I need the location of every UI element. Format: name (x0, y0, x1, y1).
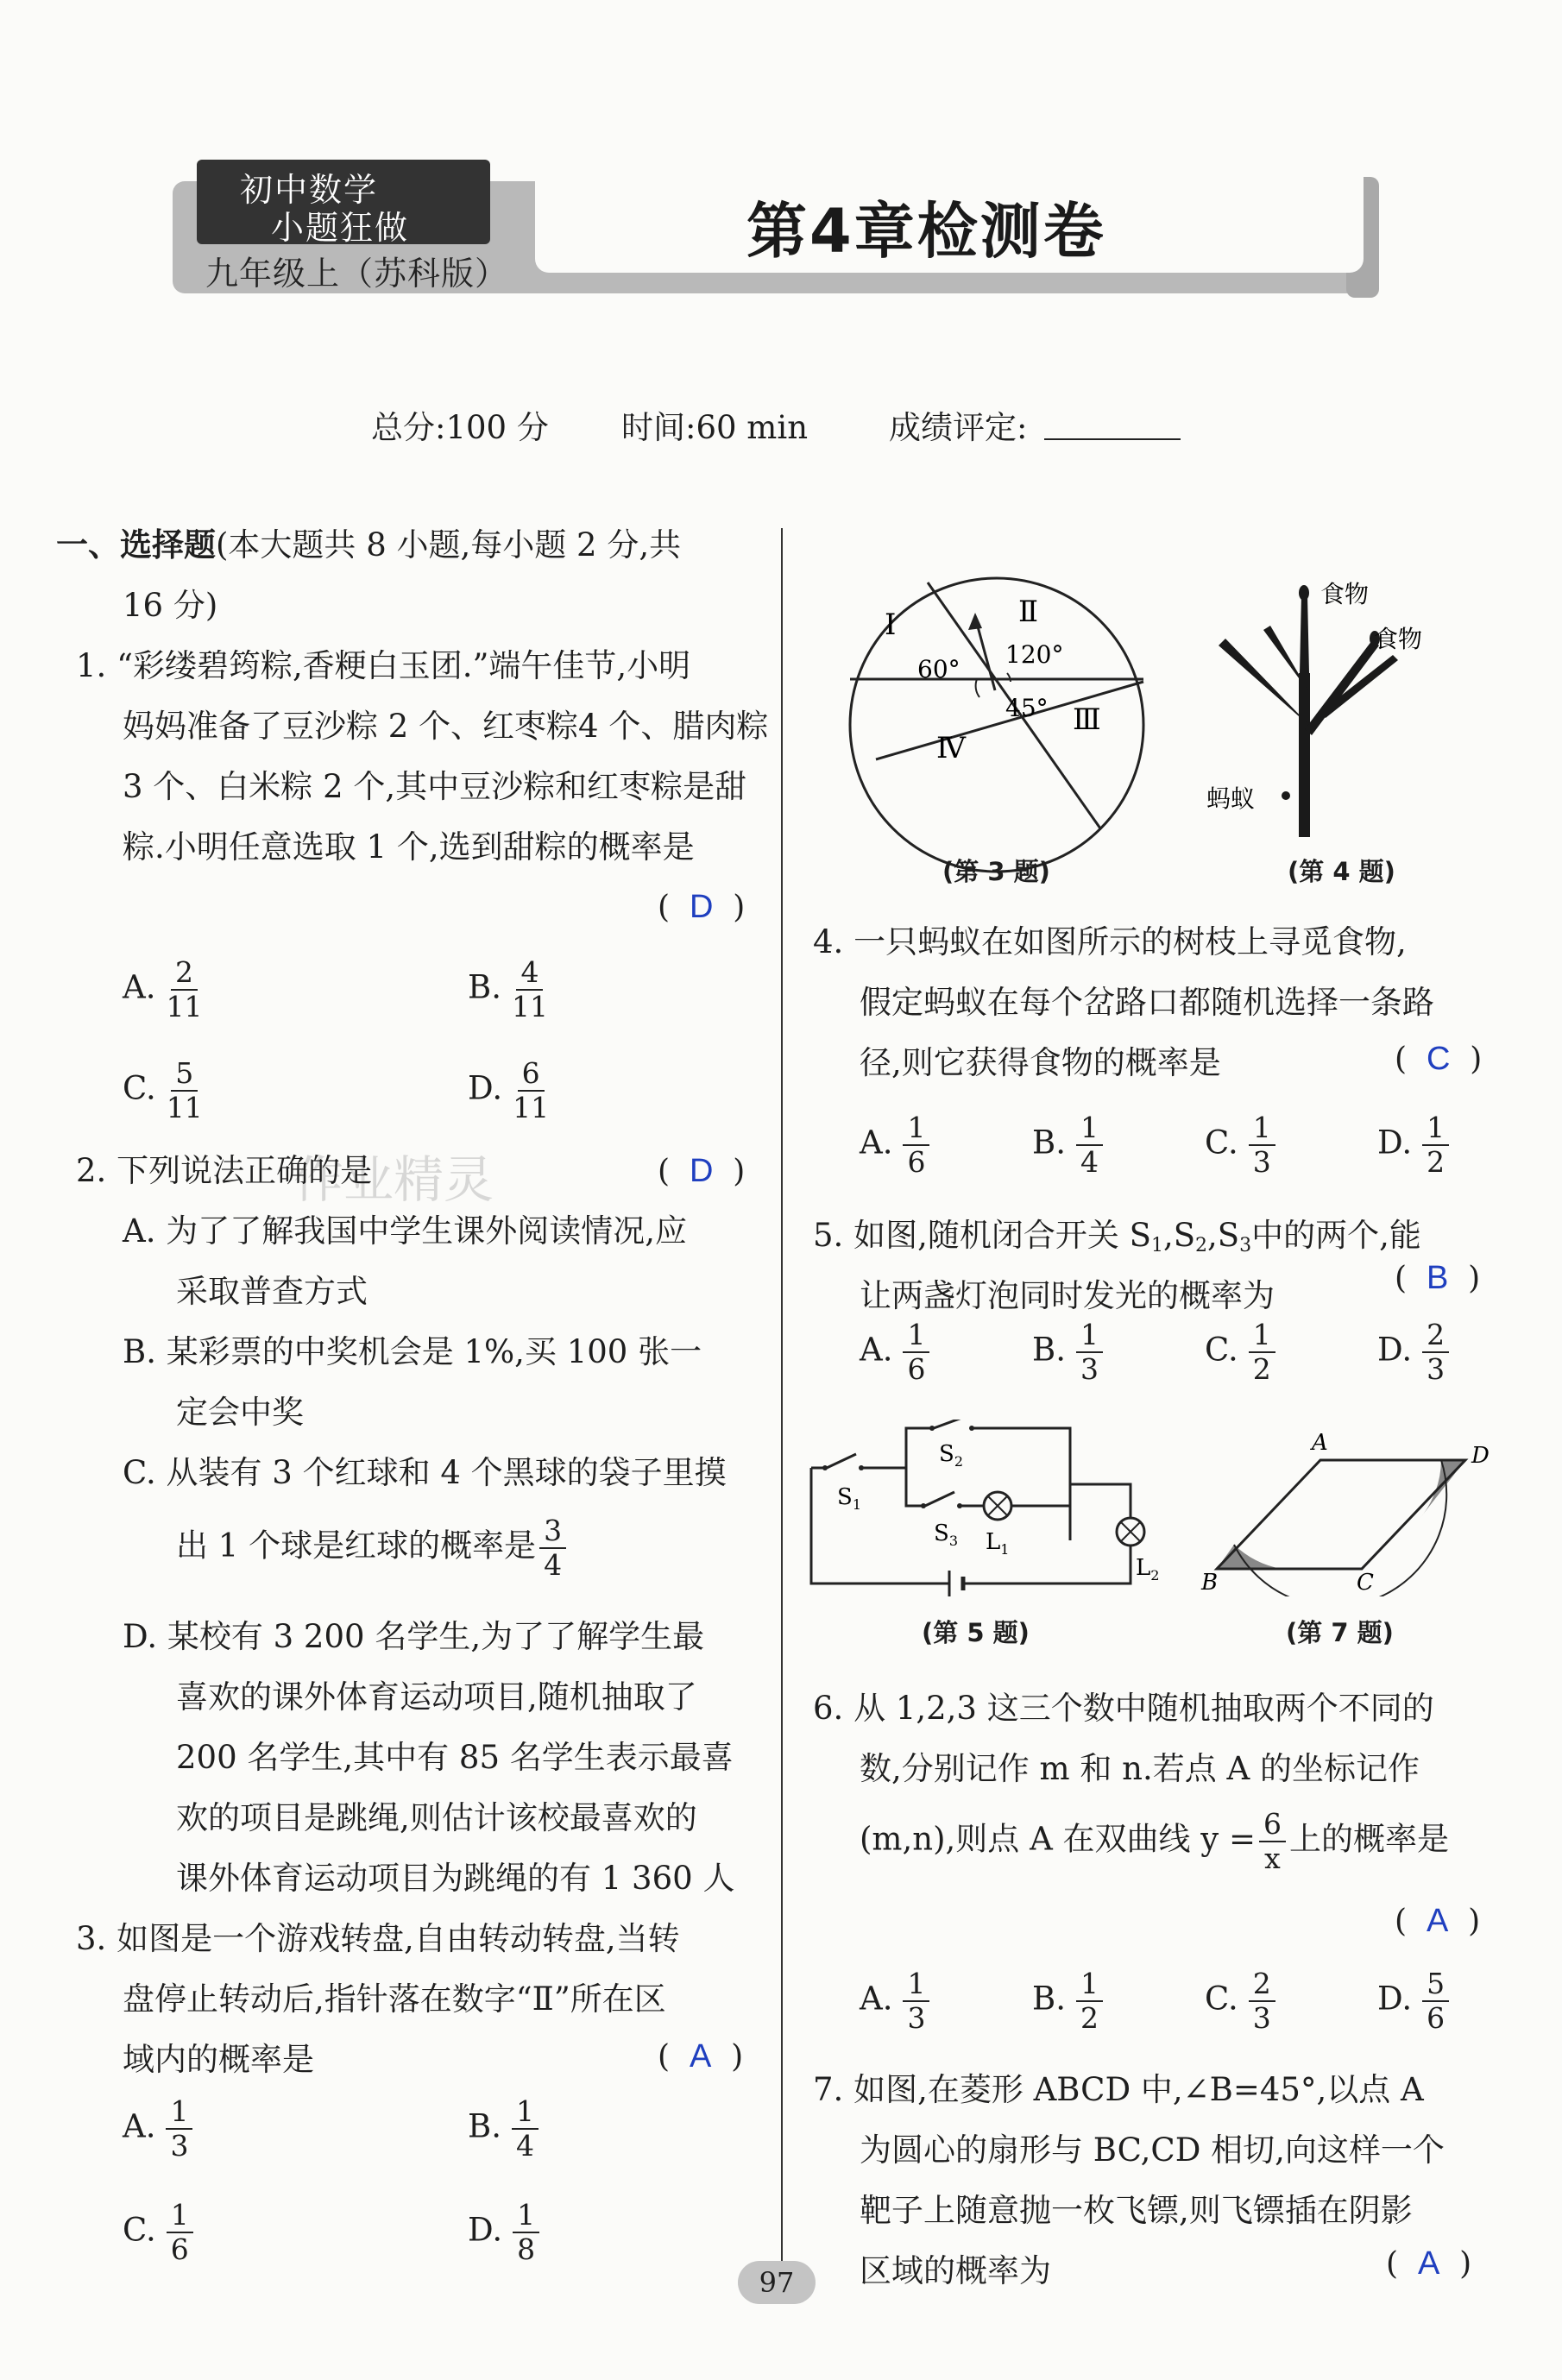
circuit-wire (811, 1468, 949, 1584)
answer-2: ( D ) (658, 1153, 746, 1189)
section-title: 一、选择题 (56, 526, 216, 564)
food-label: 食物 (1320, 580, 1370, 608)
answer-3: ( A ) (658, 2038, 744, 2075)
circuit-wire (906, 1428, 932, 1468)
circuit-wire (972, 1428, 1070, 1540)
switch-s2 (934, 1420, 967, 1428)
ant-label: 蚂蚁 (1206, 784, 1256, 813)
question-6-line2: 数,分别记作 m 和 n.若点 A 的坐标记作 (860, 1750, 1420, 1787)
question-6-line1: 6. 从 1,2,3 这三个数中随机抽取两个不同的 (813, 1690, 1434, 1727)
q1-option-c[interactable]: C. $\frac{5}{11}$ (123, 1056, 203, 1124)
spinner-figure (841, 570, 1152, 880)
switch-label: $S_1$ (837, 1484, 861, 1513)
page-number: 97 (738, 2261, 816, 2304)
brand-line2: 小题狂做 (271, 209, 410, 247)
region-label: Ⅲ (1073, 702, 1101, 737)
q2-option-a[interactable]: A. 为了了解我国中学生课外阅读情况,应 采取普查方式 (123, 1212, 688, 1310)
q4-option-d[interactable]: D. $\frac{1}{2}$ (1377, 1111, 1449, 1179)
answer-1-value: D (689, 889, 714, 925)
region-label: Ⅰ (885, 608, 897, 642)
angle-arc (976, 679, 979, 697)
question-5-line1: 5. 如图,随机闭合开关 $S_1,S_2,S_3$中的两个,能 (813, 1217, 1421, 1256)
answer-5: ( B ) (1395, 1260, 1481, 1296)
q2-option-c[interactable]: C. 从装有 3 个红球和 4 个黑球的袋子里摸 (123, 1454, 727, 1491)
page-title: 第4章检测卷 (746, 196, 1106, 267)
question-4: 4. 一只蚂蚁在如图所示的树枝上寻觅食物, 假定蚂蚁在每个岔路口都随机选择一条路 径,则它获得食物的概率是 (813, 923, 1434, 1081)
shaded-region (1217, 1545, 1282, 1569)
q3-option-d[interactable]: D. $\frac{1}{8}$ (468, 2199, 539, 2266)
answer-4-value: C (1426, 1041, 1451, 1077)
score-blank[interactable] (1044, 438, 1181, 440)
q6-option-a[interactable]: A. $\frac{1}{3}$ (860, 1968, 929, 2035)
section-note: (本大题共 8 小题,每小题 2 分,共 (216, 526, 682, 564)
lamp-label: $L_1$ (986, 1529, 1010, 1558)
question-5-line2: 让两盏灯泡同时发光的概率为 (860, 1277, 1275, 1314)
angle-label: 45° (1005, 694, 1049, 722)
rhombus-abcd (1217, 1460, 1465, 1569)
tree-trunk (1299, 673, 1310, 837)
q3-option-c[interactable]: C. $\frac{1}{6}$ (123, 2199, 193, 2266)
spinner-pointer-head (968, 613, 982, 630)
switch-s3 (925, 1492, 954, 1506)
figure-7-caption: (第 7 题) (1286, 1618, 1394, 1647)
tree-branch (1305, 640, 1379, 735)
answer-3-value: A (689, 2038, 712, 2075)
time-limit: 时间:60 min (621, 409, 809, 446)
question-1-line: 粽.小明任意选取 1 个,选到甜粽的概率是 (123, 828, 695, 866)
region-label: Ⅳ (936, 731, 966, 765)
q6-option-c[interactable]: C. $\frac{2}{3}$ (1205, 1968, 1275, 2035)
answer-5-value: B (1426, 1260, 1449, 1296)
column-divider (781, 528, 783, 2284)
q2-option-d[interactable]: D. 某校有 3 200 名学生,为了了解学生最 喜欢的课外体育运动项目,随机抽取了 200 名学生,其中有 85 名学生表示最喜 欢的项目是跳绳,则估计该校最喜欢的 课外体育运动项目为跳绳的有 1 360 人 (123, 1618, 735, 1897)
question-3: 3. 如图是一个游戏转盘,自由转动转盘,当转 盘停止转动后,指针落在数字“Ⅱ”所在区 域内的概率是 (76, 1920, 680, 2078)
switch-label: $S_3$ (934, 1521, 958, 1549)
score-label: 成绩评定: (889, 409, 1028, 446)
lamp-label: $L_2$ (1136, 1555, 1160, 1584)
answer-2-value: D (689, 1153, 714, 1189)
q6-option-b[interactable]: B. $\frac{1}{2}$ (1032, 1968, 1103, 2035)
answer-1: ( D ) (658, 889, 746, 925)
answer-4: ( C ) (1395, 1041, 1483, 1077)
q5-option-c[interactable]: C. $\frac{1}{2}$ (1205, 1319, 1275, 1386)
q2-option-b[interactable]: B. 某彩票的中奖机会是 1%,买 100 张一 定会中奖 (123, 1333, 702, 1431)
q5-option-a[interactable]: A. $\frac{1}{6}$ (860, 1319, 929, 1386)
answer-6: ( A ) (1395, 1903, 1481, 1939)
circuit-wire (906, 1468, 923, 1506)
question-1 (76, 636, 768, 878)
q5-option-d[interactable]: D. $\frac{2}{3}$ (1377, 1319, 1449, 1386)
question-1-line: 3 个、白米粽 2 个,其中豆沙粽和红枣粽是甜 (123, 768, 747, 805)
q6-option-d[interactable]: D. $\frac{5}{6}$ (1377, 1968, 1449, 2035)
question-6-line3: (m,n),则点 A 在双曲线 y = $\frac{6}{x}$ 上的概率是 (860, 1807, 1449, 1875)
tree-branch (1300, 595, 1309, 673)
q4-option-c[interactable]: C. $\frac{1}{3}$ (1205, 1111, 1275, 1179)
vertex-label: C (1357, 1570, 1374, 1596)
q5-option-b[interactable]: B. $\frac{1}{3}$ (1032, 1319, 1103, 1386)
answer-7: ( A ) (1386, 2245, 1472, 2282)
brand-box (197, 160, 490, 247)
rhombus-figure (1191, 1424, 1502, 1596)
brand-line1: 初中数学 (240, 171, 379, 209)
question-2-stem: 2. 下列说法正确的是 (76, 1152, 373, 1189)
tree-figure (1191, 570, 1502, 837)
q3-option-b[interactable]: B. $\frac{1}{4}$ (468, 2095, 539, 2163)
figure-3-caption: (第 3 题) (942, 857, 1050, 886)
section-heading (56, 515, 681, 576)
question-7: 7. 如图,在菱形 ABCD 中,∠B=45°,以点 A 为圆心的扇形与 BC,CD 相切,向这样一个 靶子上随意抛一枚飞镖,则飞镖插在阴影 区域的概率为 (813, 2071, 1445, 2289)
food-label: 食物 (1374, 625, 1423, 653)
angle-label: 120° (1005, 640, 1064, 669)
vertex-label: B (1201, 1570, 1219, 1596)
section-note-cont: 16 分) (123, 587, 218, 624)
region-label: Ⅱ (1018, 595, 1039, 629)
q1-option-a[interactable]: A. $\frac{2}{11}$ (123, 955, 203, 1023)
angle-label: 60° (917, 655, 961, 683)
q2-option-c-cont: 出 1 个球是红球的概率是 $\frac{3}{4}$ (176, 1514, 566, 1582)
q4-option-b[interactable]: B. $\frac{1}{4}$ (1032, 1111, 1103, 1179)
sector-arc (1234, 1460, 1446, 1596)
figure-5-caption: (第 5 题) (922, 1618, 1030, 1647)
vertex-label: D (1471, 1443, 1490, 1469)
watermark: 作业精灵 (293, 1150, 494, 1209)
tree-branch (1219, 639, 1307, 723)
question-1-line: 妈妈准备了豆沙粽 2 个、红枣粽4 个、腊肉粽 (123, 708, 769, 745)
switch-s1 (827, 1454, 856, 1468)
circuit-figure (803, 1420, 1165, 1601)
ant-icon (1282, 791, 1290, 800)
q1-option-d[interactable]: D. $\frac{6}{11}$ (468, 1056, 550, 1124)
food-icon (1299, 585, 1309, 601)
q1-option-b[interactable]: B. $\frac{4}{11}$ (468, 955, 548, 1023)
vertex-label: A (1312, 1430, 1328, 1456)
grade-label: 九年级上（苏科版） (205, 255, 509, 293)
q4-option-a[interactable]: A. $\frac{1}{6}$ (860, 1111, 929, 1179)
answer-7-value: A (1417, 2245, 1440, 2282)
question-1-line: 1. “彩缕碧筠粽,香粳白玉团.”端午佳节,小明 (76, 647, 691, 684)
total-score: 总分:100 分 (371, 409, 549, 446)
q3-option-a[interactable]: A. $\frac{1}{3}$ (123, 2095, 192, 2163)
figure-4-caption: (第 4 题) (1288, 857, 1395, 886)
answer-6-value: A (1426, 1903, 1449, 1939)
switch-label: $S_2$ (939, 1441, 963, 1470)
